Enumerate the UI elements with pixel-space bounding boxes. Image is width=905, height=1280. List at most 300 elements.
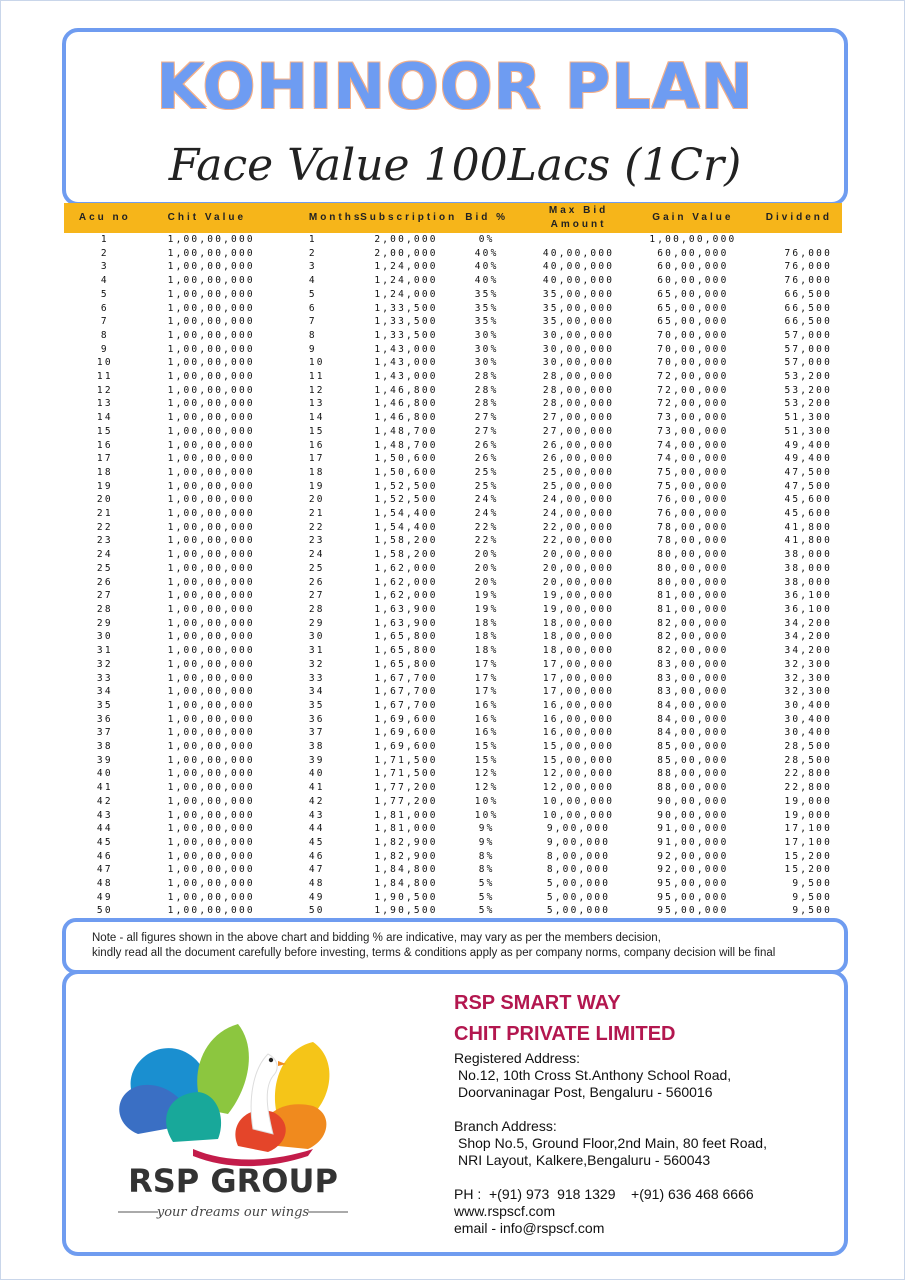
cell-acu-no: 38 <box>96 741 113 753</box>
table-row <box>64 836 842 850</box>
cell-subscription: 1,69,600 <box>374 741 438 753</box>
cell-month: 26 <box>308 576 325 588</box>
cell-subscription: 1,65,800 <box>374 658 438 670</box>
cell-bid-percent: 5% <box>478 891 495 903</box>
cell-max-bid-amount: 20,00,000 <box>542 549 615 561</box>
registered-address-line2: Doorvaninagar Post, Bengaluru - 560016 <box>458 1084 713 1100</box>
cell-max-bid-amount: 16,00,000 <box>542 699 615 711</box>
cell-subscription: 1,48,700 <box>374 439 438 451</box>
cell-chit-value: 1,00,00,000 <box>167 329 255 341</box>
cell-gain-value: 75,00,000 <box>657 480 729 492</box>
cell-chit-value: 1,00,00,000 <box>167 398 255 410</box>
cell-chit-value: 1,00,00,000 <box>167 412 255 424</box>
cell-gain-value: 84,00,000 <box>657 699 729 711</box>
table-row <box>64 260 842 274</box>
cell-dividend: 41,800 <box>784 535 832 547</box>
cell-bid-percent: 16% <box>474 699 499 711</box>
table-row <box>64 685 842 699</box>
cell-dividend: 47,500 <box>784 466 832 478</box>
cell-subscription: 1,54,400 <box>374 521 438 533</box>
header-dividend: Dividend <box>765 212 832 223</box>
cell-gain-value: 70,00,000 <box>657 329 729 341</box>
cell-dividend: 66,500 <box>784 316 832 328</box>
cell-gain-value: 70,00,000 <box>657 343 729 355</box>
cell-acu-no: 6 <box>100 302 109 314</box>
cell-dividend: 76,000 <box>784 275 832 287</box>
cell-chit-value: 1,00,00,000 <box>167 727 255 739</box>
cell-max-bid-amount: 9,00,000 <box>546 836 611 848</box>
cell-chit-value: 1,00,00,000 <box>167 617 255 629</box>
cell-month: 5 <box>308 288 317 300</box>
cell-chit-value: 1,00,00,000 <box>167 494 255 506</box>
table-row <box>64 603 842 617</box>
registered-address-label: Registered Address: <box>454 1050 581 1066</box>
cell-bid-percent: 18% <box>474 631 499 643</box>
cell-acu-no: 13 <box>96 398 113 410</box>
cell-dividend <box>750 233 842 247</box>
cell-subscription: 1,33,500 <box>374 302 438 314</box>
cell-max-bid-amount: 28,00,000 <box>542 384 615 396</box>
cell-dividend: 51,300 <box>784 425 832 437</box>
cell-acu-no: 45 <box>96 836 113 848</box>
cell-month: 38 <box>308 741 325 753</box>
cell-month: 21 <box>308 508 325 520</box>
cell-month: 31 <box>308 645 325 657</box>
cell-acu-no: 50 <box>96 905 113 917</box>
cell-subscription: 1,52,500 <box>374 480 438 492</box>
cell-month: 12 <box>308 384 325 396</box>
cell-acu-no: 29 <box>96 617 113 629</box>
table-row <box>64 672 842 686</box>
cell-dividend: 41,800 <box>784 521 832 533</box>
cell-bid-percent: 35% <box>474 316 499 328</box>
cell-max-bid-amount: 5,00,000 <box>546 905 611 917</box>
cell-max-bid-amount: 5,00,000 <box>546 878 611 890</box>
cell-chit-value: 1,00,00,000 <box>167 864 255 876</box>
cell-bid-percent: 16% <box>474 727 499 739</box>
cell-subscription: 2,00,000 <box>374 247 438 259</box>
cell-dividend: 66,500 <box>784 302 832 314</box>
cell-chit-value: 1,00,00,000 <box>167 439 255 451</box>
header-subscription: Subscription <box>360 212 458 223</box>
cell-chit-value: 1,00,00,000 <box>167 891 255 903</box>
cell-acu-no: 12 <box>96 384 113 396</box>
cell-bid-percent: 17% <box>474 686 499 698</box>
cell-acu-no: 23 <box>96 535 113 547</box>
cell-dividend: 32,300 <box>784 672 832 684</box>
cell-bid-percent: 28% <box>474 384 499 396</box>
table-row <box>64 411 842 425</box>
cell-subscription: 1,33,500 <box>374 316 438 328</box>
cell-bid-percent: 17% <box>474 658 499 670</box>
cell-month: 27 <box>308 590 325 602</box>
cell-subscription: 1,43,000 <box>374 371 438 383</box>
cell-max-bid-amount: 20,00,000 <box>542 562 615 574</box>
table-row <box>64 439 842 453</box>
table-row <box>64 726 842 740</box>
cell-max-bid-amount: 20,00,000 <box>542 576 615 588</box>
cell-max-bid-amount: 24,00,000 <box>542 508 615 520</box>
cell-gain-value: 78,00,000 <box>657 535 729 547</box>
cell-subscription: 1,48,700 <box>374 425 438 437</box>
cell-subscription: 1,33,500 <box>374 329 438 341</box>
cell-acu-no: 32 <box>96 658 113 670</box>
cell-chit-value: 1,00,00,000 <box>167 878 255 890</box>
header-months: Months <box>308 212 363 223</box>
cell-chit-value: 1,00,00,000 <box>167 549 255 561</box>
cell-dividend: 76,000 <box>784 261 832 273</box>
cell-dividend: 38,000 <box>784 562 832 574</box>
cell-subscription: 1,90,500 <box>374 891 438 903</box>
cell-month: 40 <box>308 768 325 780</box>
cell-subscription: 1,67,700 <box>374 672 438 684</box>
cell-chit-value: 1,00,00,000 <box>167 302 255 314</box>
table-row <box>64 809 842 823</box>
cell-gain-value: 95,00,000 <box>657 878 729 890</box>
cell-gain-value: 74,00,000 <box>657 453 729 465</box>
cell-subscription: 1,63,900 <box>374 603 438 615</box>
cell-gain-value: 1,00,00,000 <box>649 234 737 245</box>
cell-subscription: 1,58,200 <box>374 535 438 547</box>
cell-subscription: 1,84,800 <box>374 864 438 876</box>
cell-gain-value: 90,00,000 <box>657 809 729 821</box>
cell-bid-percent: 20% <box>474 576 499 588</box>
cell-month: 49 <box>308 891 325 903</box>
cell-subscription: 1,52,500 <box>374 494 438 506</box>
cell-month: 33 <box>308 672 325 684</box>
cell-bid-percent: 20% <box>474 549 499 561</box>
cell-dividend: 34,200 <box>784 617 832 629</box>
table-row <box>64 781 842 795</box>
cell-acu-no: 43 <box>96 809 113 821</box>
cell-max-bid-amount: 28,00,000 <box>542 398 615 410</box>
cell-month: 34 <box>308 686 325 698</box>
cell-gain-value: 83,00,000 <box>657 658 729 670</box>
email-link[interactable]: email - info@rspscf.com <box>454 1220 605 1236</box>
cell-subscription: 1,54,400 <box>374 508 438 520</box>
table-row <box>64 562 842 576</box>
table-body <box>64 233 842 918</box>
cell-subscription: 1,77,200 <box>374 782 438 794</box>
cell-acu-no: 41 <box>96 782 113 794</box>
table-row <box>64 507 842 521</box>
cell-chit-value: 1,00,00,000 <box>167 562 255 574</box>
branch-address-label: Branch Address: <box>454 1118 557 1134</box>
cell-bid-percent: 35% <box>474 288 499 300</box>
cell-dividend: 28,500 <box>784 754 832 766</box>
cell-gain-value: 83,00,000 <box>657 672 729 684</box>
cell-dividend: 19,000 <box>784 795 832 807</box>
cell-month: 17 <box>308 453 325 465</box>
cell-bid-percent: 35% <box>474 302 499 314</box>
cell-month: 23 <box>308 535 325 547</box>
table-row <box>64 521 842 535</box>
cell-acu-no: 24 <box>96 549 113 561</box>
cell-month: 48 <box>308 878 325 890</box>
cell-dividend: 47,500 <box>784 480 832 492</box>
cell-chit-value: 1,00,00,000 <box>167 631 255 643</box>
cell-chit-value: 1,00,00,000 <box>167 658 255 670</box>
cell-chit-value: 1,00,00,000 <box>167 576 255 588</box>
plan-table <box>64 203 842 918</box>
cell-gain-value: 75,00,000 <box>657 466 729 478</box>
company-name-line2: CHIT PRIVATE LIMITED <box>454 1023 676 1045</box>
cell-bid-percent: 30% <box>474 329 499 341</box>
cell-subscription: 1,62,000 <box>374 576 438 588</box>
cell-chit-value: 1,00,00,000 <box>167 850 255 862</box>
cell-month: 24 <box>308 549 325 561</box>
cell-subscription: 1,69,600 <box>374 713 438 725</box>
cell-acu-no: 26 <box>96 576 113 588</box>
cell-acu-no: 10 <box>96 357 113 369</box>
cell-chit-value: 1,00,00,000 <box>167 371 255 383</box>
cell-gain-value: 92,00,000 <box>657 850 729 862</box>
cell-max-bid-amount: 30,00,000 <box>542 329 615 341</box>
cell-acu-no: 31 <box>96 645 113 657</box>
cell-bid-percent: 0% <box>478 234 495 245</box>
cell-acu-no: 30 <box>96 631 113 643</box>
cell-max-bid-amount: 35,00,000 <box>542 316 615 328</box>
cell-acu-no: 25 <box>96 562 113 574</box>
cell-acu-no: 21 <box>96 508 113 520</box>
cell-bid-percent: 19% <box>474 603 499 615</box>
cell-chit-value: 1,00,00,000 <box>167 288 255 300</box>
cell-month: 50 <box>308 905 325 917</box>
cell-acu-no: 34 <box>96 686 113 698</box>
cell-subscription: 2,00,000 <box>374 234 438 245</box>
cell-gain-value: 83,00,000 <box>657 686 729 698</box>
cell-acu-no: 3 <box>100 261 109 273</box>
cell-bid-percent: 12% <box>474 782 499 794</box>
cell-chit-value: 1,00,00,000 <box>167 508 255 520</box>
phone-numbers: PH : +(91) 973 918 1329 +(91) 636 468 6666 <box>454 1186 754 1202</box>
cell-gain-value: 84,00,000 <box>657 727 729 739</box>
company-name-line1: RSP SMART WAY <box>454 992 621 1014</box>
cell-bid-percent: 24% <box>474 508 499 520</box>
cell-subscription: 1,24,000 <box>374 288 438 300</box>
cell-dividend: 36,100 <box>784 603 832 615</box>
cell-chit-value: 1,00,00,000 <box>167 686 255 698</box>
cell-bid-percent: 8% <box>478 850 495 862</box>
cell-bid-percent: 27% <box>474 425 499 437</box>
cell-dividend: 49,400 <box>784 453 832 465</box>
cell-max-bid-amount: 28,00,000 <box>542 371 615 383</box>
cell-month: 14 <box>308 412 325 424</box>
cell-bid-percent: 5% <box>478 878 495 890</box>
cell-subscription: 1,84,800 <box>374 878 438 890</box>
cell-month: 10 <box>308 357 325 369</box>
cell-chit-value: 1,00,00,000 <box>167 357 255 369</box>
address-block <box>454 1050 767 1237</box>
cell-gain-value: 72,00,000 <box>657 384 729 396</box>
cell-max-bid-amount: 35,00,000 <box>542 288 615 300</box>
spacer <box>454 1101 767 1118</box>
cell-dividend: 30,400 <box>784 713 832 725</box>
cell-bid-percent: 19% <box>474 590 499 602</box>
cell-month: 4 <box>308 275 317 287</box>
cell-dividend: 32,300 <box>784 658 832 670</box>
table-row <box>64 713 842 727</box>
cell-bid-percent: 15% <box>474 741 499 753</box>
rsp-group-logo <box>108 1014 358 1224</box>
logo-tagline: your dreams our wings <box>156 1205 310 1220</box>
cell-gain-value: 91,00,000 <box>657 836 729 848</box>
cell-gain-value: 88,00,000 <box>657 782 729 794</box>
header-box <box>62 28 848 206</box>
cell-max-bid-amount: 15,00,000 <box>542 741 615 753</box>
cell-max-bid-amount: 17,00,000 <box>542 658 615 670</box>
cell-month: 19 <box>308 480 325 492</box>
company-name <box>454 988 675 1050</box>
cell-max-bid-amount: 12,00,000 <box>542 782 615 794</box>
cell-acu-no: 44 <box>96 823 113 835</box>
cell-acu-no: 42 <box>96 795 113 807</box>
cell-subscription: 1,71,500 <box>374 768 438 780</box>
table-row <box>64 754 842 768</box>
cell-subscription: 1,65,800 <box>374 631 438 643</box>
cell-bid-percent: 22% <box>474 521 499 533</box>
cell-bid-percent: 15% <box>474 754 499 766</box>
cell-dividend: 49,400 <box>784 439 832 451</box>
cell-month: 1 <box>308 234 317 245</box>
cell-acu-no: 22 <box>96 521 113 533</box>
table-row <box>64 699 842 713</box>
cell-subscription: 1,24,000 <box>374 275 438 287</box>
table-row <box>64 644 842 658</box>
cell-month: 20 <box>308 494 325 506</box>
cell-gain-value: 82,00,000 <box>657 645 729 657</box>
cell-chit-value: 1,00,00,000 <box>167 672 255 684</box>
website-link[interactable]: www.rspscf.com <box>454 1203 556 1219</box>
cell-month: 13 <box>308 398 325 410</box>
cell-acu-no: 11 <box>96 371 113 383</box>
cell-chit-value: 1,00,00,000 <box>167 275 255 287</box>
cell-month: 46 <box>308 850 325 862</box>
cell-max-bid-amount: 16,00,000 <box>542 713 615 725</box>
cell-dividend: 15,200 <box>784 864 832 876</box>
cell-chit-value: 1,00,00,000 <box>167 590 255 602</box>
cell-acu-no: 19 <box>96 480 113 492</box>
cell-max-bid-amount: 12,00,000 <box>542 768 615 780</box>
cell-acu-no: 15 <box>96 425 113 437</box>
cell-subscription: 1,82,900 <box>374 836 438 848</box>
cell-dividend: 53,200 <box>784 384 832 396</box>
cell-chit-value: 1,00,00,000 <box>167 713 255 725</box>
table-row <box>64 767 842 781</box>
cell-gain-value: 76,00,000 <box>657 494 729 506</box>
cell-max-bid-amount <box>521 233 635 247</box>
cell-acu-no: 28 <box>96 603 113 615</box>
cell-dividend: 45,600 <box>784 494 832 506</box>
cell-month: 18 <box>308 466 325 478</box>
cell-acu-no: 2 <box>100 247 109 259</box>
cell-bid-percent: 28% <box>474 398 499 410</box>
cell-chit-value: 1,00,00,000 <box>167 261 255 273</box>
cell-subscription: 1,62,000 <box>374 562 438 574</box>
cell-gain-value: 81,00,000 <box>657 590 729 602</box>
footer-box <box>62 970 848 1256</box>
cell-subscription: 1,43,000 <box>374 357 438 369</box>
cell-chit-value: 1,00,00,000 <box>167 425 255 437</box>
cell-dividend: 57,000 <box>784 343 832 355</box>
cell-gain-value: 74,00,000 <box>657 439 729 451</box>
cell-chit-value: 1,00,00,000 <box>167 782 255 794</box>
cell-max-bid-amount: 40,00,000 <box>542 261 615 273</box>
header-max-bid-line2: Amount <box>550 219 607 230</box>
cell-dividend: 38,000 <box>784 576 832 588</box>
cell-subscription: 1,77,200 <box>374 795 438 807</box>
plan-table-wrapper <box>64 203 842 918</box>
cell-subscription: 1,50,600 <box>374 453 438 465</box>
cell-chit-value: 1,00,00,000 <box>167 466 255 478</box>
table-row <box>64 302 842 316</box>
cell-bid-percent: 40% <box>474 261 499 273</box>
cell-dividend: 22,800 <box>784 782 832 794</box>
table-row <box>64 658 842 672</box>
cell-acu-no: 16 <box>96 439 113 451</box>
table-row <box>64 850 842 864</box>
cell-max-bid-amount: 25,00,000 <box>542 480 615 492</box>
cell-month: 7 <box>308 316 317 328</box>
cell-dividend: 57,000 <box>784 329 832 341</box>
cell-dividend: 34,200 <box>784 645 832 657</box>
cell-acu-no: 27 <box>96 590 113 602</box>
cell-max-bid-amount: 18,00,000 <box>542 645 615 657</box>
table-row <box>64 589 842 603</box>
cell-acu-no: 46 <box>96 850 113 862</box>
cell-month: 8 <box>308 329 317 341</box>
cell-chit-value: 1,00,00,000 <box>167 836 255 848</box>
cell-acu-no: 35 <box>96 699 113 711</box>
cell-dividend: 19,000 <box>784 809 832 821</box>
header-max-bid-line1: Max Bid <box>548 205 609 216</box>
cell-subscription: 1,81,000 <box>374 809 438 821</box>
note-line-1: Note - all figures shown in the above chart and bidding % are indicative, may vary as per the members decision, <box>92 932 661 944</box>
table-row <box>64 343 842 357</box>
cell-acu-no: 40 <box>96 768 113 780</box>
cell-bid-percent: 26% <box>474 439 499 451</box>
cell-month: 39 <box>308 754 325 766</box>
cell-bid-percent: 40% <box>474 275 499 287</box>
cell-gain-value: 73,00,000 <box>657 425 729 437</box>
cell-acu-no: 17 <box>96 453 113 465</box>
page-title: KOHINOOR PLAN <box>156 50 754 123</box>
cell-dividend: 53,200 <box>784 371 832 383</box>
cell-bid-percent: 10% <box>474 809 499 821</box>
cell-bid-percent: 26% <box>474 453 499 465</box>
cell-max-bid-amount: 8,00,000 <box>546 850 611 862</box>
table-row <box>64 877 842 891</box>
table-row <box>64 233 842 247</box>
cell-gain-value: 76,00,000 <box>657 508 729 520</box>
cell-chit-value: 1,00,00,000 <box>167 521 255 533</box>
cell-chit-value: 1,00,00,000 <box>167 809 255 821</box>
cell-month: 29 <box>308 617 325 629</box>
cell-gain-value: 70,00,000 <box>657 357 729 369</box>
cell-max-bid-amount: 10,00,000 <box>542 809 615 821</box>
cell-max-bid-amount: 18,00,000 <box>542 617 615 629</box>
cell-dividend: 9,500 <box>792 878 832 890</box>
cell-bid-percent: 9% <box>478 836 495 848</box>
cell-subscription: 1,69,600 <box>374 727 438 739</box>
cell-gain-value: 80,00,000 <box>657 576 729 588</box>
table-row <box>64 315 842 329</box>
cell-subscription: 1,50,600 <box>374 466 438 478</box>
table-row <box>64 740 842 754</box>
cell-gain-value: 72,00,000 <box>657 371 729 383</box>
page-subtitle: Face Value 100Lacs (1Cr) <box>168 140 742 191</box>
cell-bid-percent: 8% <box>478 864 495 876</box>
